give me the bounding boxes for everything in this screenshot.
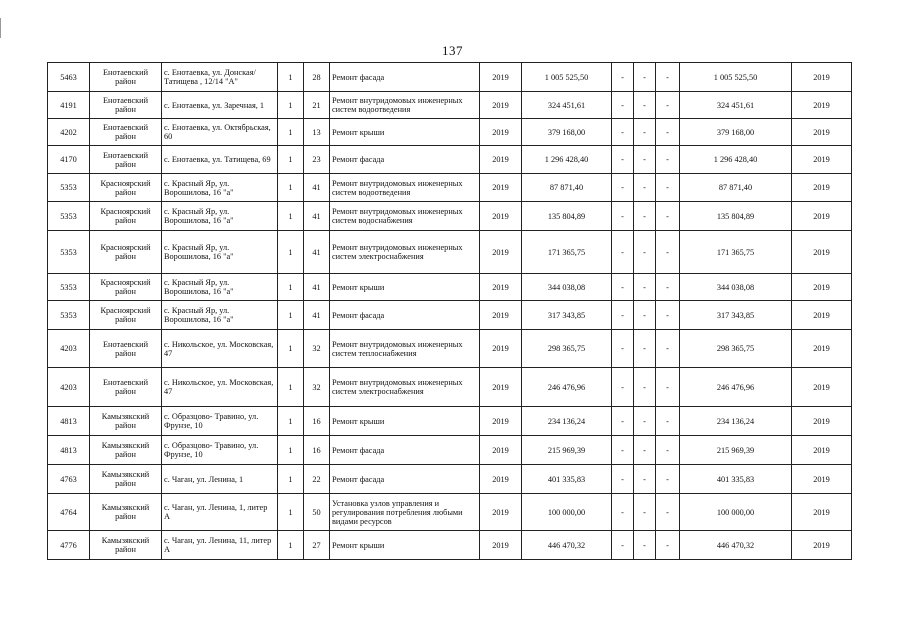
dash-cell: -: [656, 174, 680, 202]
year-cell: 2019: [480, 231, 522, 274]
completion-year-cell: 2019: [792, 63, 852, 92]
table-row: [48, 494, 852, 531]
total-cell: 171 365,75: [680, 231, 792, 274]
address-cell: с. Красный Яр, ул. Ворошилова, 16 "а": [162, 274, 278, 301]
work-type-cell: Ремонт крыши: [330, 274, 480, 301]
amount-cell: 234 136,24: [522, 407, 612, 436]
apartments-cell: 41: [304, 202, 330, 231]
district-cell: Енотаевский район: [90, 63, 162, 92]
apartments-cell: 41: [304, 231, 330, 274]
completion-year-cell: 2019: [792, 494, 852, 531]
year-cell: 2019: [480, 202, 522, 231]
dash-cell: -: [612, 63, 634, 92]
dash-cell: -: [634, 465, 656, 494]
work-type-cell: Ремонт внутридомовых инженерных систем водоснабжения: [330, 202, 480, 231]
year-cell: 2019: [480, 301, 522, 330]
dash-cell: -: [612, 231, 634, 274]
dash-cell: -: [656, 63, 680, 92]
dash-cell: -: [634, 368, 656, 407]
dash-cell: -: [612, 531, 634, 560]
table-row: [48, 301, 852, 330]
work-type-cell: Ремонт фасада: [330, 465, 480, 494]
address-cell: с. Красный Яр, ул. Ворошилова, 16 "а": [162, 202, 278, 231]
year-cell: 2019: [480, 368, 522, 407]
address-cell: с. Никольское, ул. Московская, 47: [162, 330, 278, 368]
count-cell: 1: [278, 274, 304, 301]
dash-cell: -: [612, 494, 634, 531]
dash-cell: -: [634, 330, 656, 368]
completion-year-cell: 2019: [792, 146, 852, 174]
dash-cell: -: [634, 407, 656, 436]
total-cell: 324 451,61: [680, 92, 792, 119]
dash-cell: -: [656, 301, 680, 330]
total-cell: 379 168,00: [680, 119, 792, 146]
amount-cell: 324 451,61: [522, 92, 612, 119]
apartments-cell: 22: [304, 465, 330, 494]
total-cell: 401 335,83: [680, 465, 792, 494]
year-cell: 2019: [480, 274, 522, 301]
address-cell: с. Красный Яр, ул. Ворошилова, 16 "а": [162, 174, 278, 202]
count-cell: 1: [278, 368, 304, 407]
work-type-cell: Ремонт фасада: [330, 301, 480, 330]
house-id-cell: 4202: [48, 119, 90, 146]
total-cell: 246 476,96: [680, 368, 792, 407]
dash-cell: -: [634, 231, 656, 274]
completion-year-cell: 2019: [792, 202, 852, 231]
year-cell: 2019: [480, 146, 522, 174]
count-cell: 1: [278, 63, 304, 92]
work-type-cell: Ремонт внутридомовых инженерных систем электроснабжения: [330, 231, 480, 274]
amount-cell: 317 343,85: [522, 301, 612, 330]
dash-cell: -: [612, 119, 634, 146]
table-row: [48, 274, 852, 301]
dash-cell: -: [634, 119, 656, 146]
address-cell: с. Образцово- Травино, ул. Фрунзе, 10: [162, 436, 278, 465]
work-type-cell: Ремонт внутридомовых инженерных систем теплоснабжения: [330, 330, 480, 368]
house-id-cell: 4203: [48, 368, 90, 407]
work-type-cell: Ремонт внутридомовых инженерных систем водоотведения: [330, 92, 480, 119]
apartments-cell: 32: [304, 330, 330, 368]
total-cell: 1 005 525,50: [680, 63, 792, 92]
address-cell: с. Енотаевка, ул. Донская/Татищева , 12/14 "А": [162, 63, 278, 92]
count-cell: 1: [278, 531, 304, 560]
completion-year-cell: 2019: [792, 174, 852, 202]
total-cell: 317 343,85: [680, 301, 792, 330]
district-cell: Красноярский район: [90, 301, 162, 330]
year-cell: 2019: [480, 174, 522, 202]
year-cell: 2019: [480, 63, 522, 92]
amount-cell: 379 168,00: [522, 119, 612, 146]
district-cell: Енотаевский район: [90, 146, 162, 174]
repair-schedule-table: [47, 62, 852, 560]
work-type-cell: Ремонт внутридомовых инженерных систем водоотведения: [330, 174, 480, 202]
district-cell: Енотаевский район: [90, 330, 162, 368]
district-cell: Красноярский район: [90, 274, 162, 301]
total-cell: 234 136,24: [680, 407, 792, 436]
apartments-cell: 28: [304, 63, 330, 92]
work-type-cell: Ремонт фасада: [330, 146, 480, 174]
district-cell: Красноярский район: [90, 202, 162, 231]
completion-year-cell: 2019: [792, 407, 852, 436]
house-id-cell: 5353: [48, 301, 90, 330]
district-cell: Камызякский район: [90, 494, 162, 531]
apartments-cell: 21: [304, 92, 330, 119]
table-row: [48, 202, 852, 231]
total-cell: 1 296 428,40: [680, 146, 792, 174]
dash-cell: -: [634, 301, 656, 330]
dash-cell: -: [656, 231, 680, 274]
count-cell: 1: [278, 494, 304, 531]
completion-year-cell: 2019: [792, 330, 852, 368]
amount-cell: 87 871,40: [522, 174, 612, 202]
address-cell: с. Енотаевка, ул. Татищева, 69: [162, 146, 278, 174]
apartments-cell: 32: [304, 368, 330, 407]
address-cell: с. Никольское, ул. Московская, 47: [162, 368, 278, 407]
count-cell: 1: [278, 119, 304, 146]
completion-year-cell: 2019: [792, 436, 852, 465]
district-cell: Красноярский район: [90, 231, 162, 274]
apartments-cell: 41: [304, 174, 330, 202]
dash-cell: -: [612, 368, 634, 407]
dash-cell: -: [612, 274, 634, 301]
work-type-cell: Установка узлов управления и регулирования потребления любыми видами ресурсов: [330, 494, 480, 531]
dash-cell: -: [634, 436, 656, 465]
address-cell: с. Образцово- Травино, ул. Фрунзе, 10: [162, 407, 278, 436]
count-cell: 1: [278, 436, 304, 465]
work-type-cell: Ремонт крыши: [330, 407, 480, 436]
amount-cell: 135 804,89: [522, 202, 612, 231]
address-cell: с. Чаган, ул. Ленина, 1: [162, 465, 278, 494]
amount-cell: 246 476,96: [522, 368, 612, 407]
amount-cell: 298 365,75: [522, 330, 612, 368]
apartments-cell: 13: [304, 119, 330, 146]
district-cell: Камызякский район: [90, 531, 162, 560]
apartments-cell: 16: [304, 407, 330, 436]
table-row: [48, 330, 852, 368]
address-cell: с. Красный Яр, ул. Ворошилова, 16 "а": [162, 301, 278, 330]
year-cell: 2019: [480, 531, 522, 560]
house-id-cell: 4776: [48, 531, 90, 560]
dash-cell: -: [634, 146, 656, 174]
house-id-cell: 4191: [48, 92, 90, 119]
count-cell: 1: [278, 174, 304, 202]
address-cell: с. Енотаевка, ул. Заречная, 1: [162, 92, 278, 119]
apartments-cell: 16: [304, 436, 330, 465]
year-cell: 2019: [480, 119, 522, 146]
table-row: [48, 531, 852, 560]
house-id-cell: 5353: [48, 174, 90, 202]
house-id-cell: 4170: [48, 146, 90, 174]
address-cell: с. Енотаевка, ул. Октябрьская, 60: [162, 119, 278, 146]
dash-cell: -: [656, 436, 680, 465]
table-body: [48, 63, 852, 560]
address-cell: с. Чаган, ул. Ленина, 1, литер А: [162, 494, 278, 531]
scan-edge-mark: [0, 18, 1, 38]
dash-cell: -: [634, 174, 656, 202]
district-cell: Камызякский район: [90, 436, 162, 465]
dash-cell: -: [656, 146, 680, 174]
district-cell: Енотаевский район: [90, 119, 162, 146]
house-id-cell: 5353: [48, 202, 90, 231]
dash-cell: -: [634, 531, 656, 560]
district-cell: Камызякский район: [90, 407, 162, 436]
table-row: [48, 436, 852, 465]
apartments-cell: 27: [304, 531, 330, 560]
dash-cell: -: [612, 202, 634, 231]
house-id-cell: 4203: [48, 330, 90, 368]
dash-cell: -: [656, 119, 680, 146]
count-cell: 1: [278, 301, 304, 330]
dash-cell: -: [656, 494, 680, 531]
count-cell: 1: [278, 231, 304, 274]
table-row: [48, 92, 852, 119]
dash-cell: -: [612, 301, 634, 330]
year-cell: 2019: [480, 92, 522, 119]
house-id-cell: 5353: [48, 274, 90, 301]
year-cell: 2019: [480, 436, 522, 465]
dash-cell: -: [634, 92, 656, 119]
amount-cell: 446 470,32: [522, 531, 612, 560]
completion-year-cell: 2019: [792, 301, 852, 330]
amount-cell: 344 038,08: [522, 274, 612, 301]
work-type-cell: Ремонт крыши: [330, 119, 480, 146]
dash-cell: -: [634, 274, 656, 301]
table-row: [48, 407, 852, 436]
dash-cell: -: [656, 330, 680, 368]
dash-cell: -: [612, 465, 634, 494]
dash-cell: -: [656, 531, 680, 560]
year-cell: 2019: [480, 465, 522, 494]
house-id-cell: 4763: [48, 465, 90, 494]
table-row: [48, 231, 852, 274]
total-cell: 298 365,75: [680, 330, 792, 368]
table-row: [48, 63, 852, 92]
house-id-cell: 5463: [48, 63, 90, 92]
dash-cell: -: [612, 407, 634, 436]
dash-cell: -: [656, 274, 680, 301]
amount-cell: 1 296 428,40: [522, 146, 612, 174]
table-row: [48, 119, 852, 146]
table-row: [48, 174, 852, 202]
total-cell: 344 038,08: [680, 274, 792, 301]
dash-cell: -: [634, 202, 656, 231]
dash-cell: -: [612, 146, 634, 174]
count-cell: 1: [278, 465, 304, 494]
year-cell: 2019: [480, 330, 522, 368]
apartments-cell: 41: [304, 274, 330, 301]
work-type-cell: Ремонт фасада: [330, 436, 480, 465]
work-type-cell: Ремонт крыши: [330, 531, 480, 560]
amount-cell: 171 365,75: [522, 231, 612, 274]
house-id-cell: 4813: [48, 436, 90, 465]
completion-year-cell: 2019: [792, 92, 852, 119]
count-cell: 1: [278, 202, 304, 231]
dash-cell: -: [656, 202, 680, 231]
completion-year-cell: 2019: [792, 274, 852, 301]
house-id-cell: 4764: [48, 494, 90, 531]
completion-year-cell: 2019: [792, 231, 852, 274]
apartments-cell: 50: [304, 494, 330, 531]
count-cell: 1: [278, 92, 304, 119]
work-type-cell: Ремонт внутридомовых инженерных систем электроснабжения: [330, 368, 480, 407]
apartments-cell: 41: [304, 301, 330, 330]
house-id-cell: 4813: [48, 407, 90, 436]
table-row: [48, 465, 852, 494]
address-cell: с. Чаган, ул. Ленина, 11, литер А: [162, 531, 278, 560]
dash-cell: -: [634, 63, 656, 92]
dash-cell: -: [656, 92, 680, 119]
table-row: [48, 368, 852, 407]
total-cell: 446 470,32: [680, 531, 792, 560]
house-id-cell: 5353: [48, 231, 90, 274]
dash-cell: -: [612, 436, 634, 465]
dash-cell: -: [612, 330, 634, 368]
amount-cell: 1 005 525,50: [522, 63, 612, 92]
dash-cell: -: [656, 368, 680, 407]
dash-cell: -: [612, 92, 634, 119]
address-cell: с. Красный Яр, ул. Ворошилова, 16 "а": [162, 231, 278, 274]
district-cell: Енотаевский район: [90, 92, 162, 119]
total-cell: 135 804,89: [680, 202, 792, 231]
year-cell: 2019: [480, 407, 522, 436]
dash-cell: -: [634, 494, 656, 531]
dash-cell: -: [656, 407, 680, 436]
district-cell: Камызякский район: [90, 465, 162, 494]
count-cell: 1: [278, 330, 304, 368]
amount-cell: 100 000,00: [522, 494, 612, 531]
year-cell: 2019: [480, 494, 522, 531]
dash-cell: -: [612, 174, 634, 202]
work-type-cell: Ремонт фасада: [330, 63, 480, 92]
table-row: [48, 146, 852, 174]
completion-year-cell: 2019: [792, 465, 852, 494]
apartments-cell: 23: [304, 146, 330, 174]
total-cell: 100 000,00: [680, 494, 792, 531]
amount-cell: 401 335,83: [522, 465, 612, 494]
district-cell: Красноярский район: [90, 174, 162, 202]
count-cell: 1: [278, 407, 304, 436]
count-cell: 1: [278, 146, 304, 174]
completion-year-cell: 2019: [792, 531, 852, 560]
amount-cell: 215 969,39: [522, 436, 612, 465]
district-cell: Енотаевский район: [90, 368, 162, 407]
dash-cell: -: [656, 465, 680, 494]
completion-year-cell: 2019: [792, 368, 852, 407]
total-cell: 87 871,40: [680, 174, 792, 202]
completion-year-cell: 2019: [792, 119, 852, 146]
total-cell: 215 969,39: [680, 436, 792, 465]
page-number: 137: [442, 43, 463, 58]
